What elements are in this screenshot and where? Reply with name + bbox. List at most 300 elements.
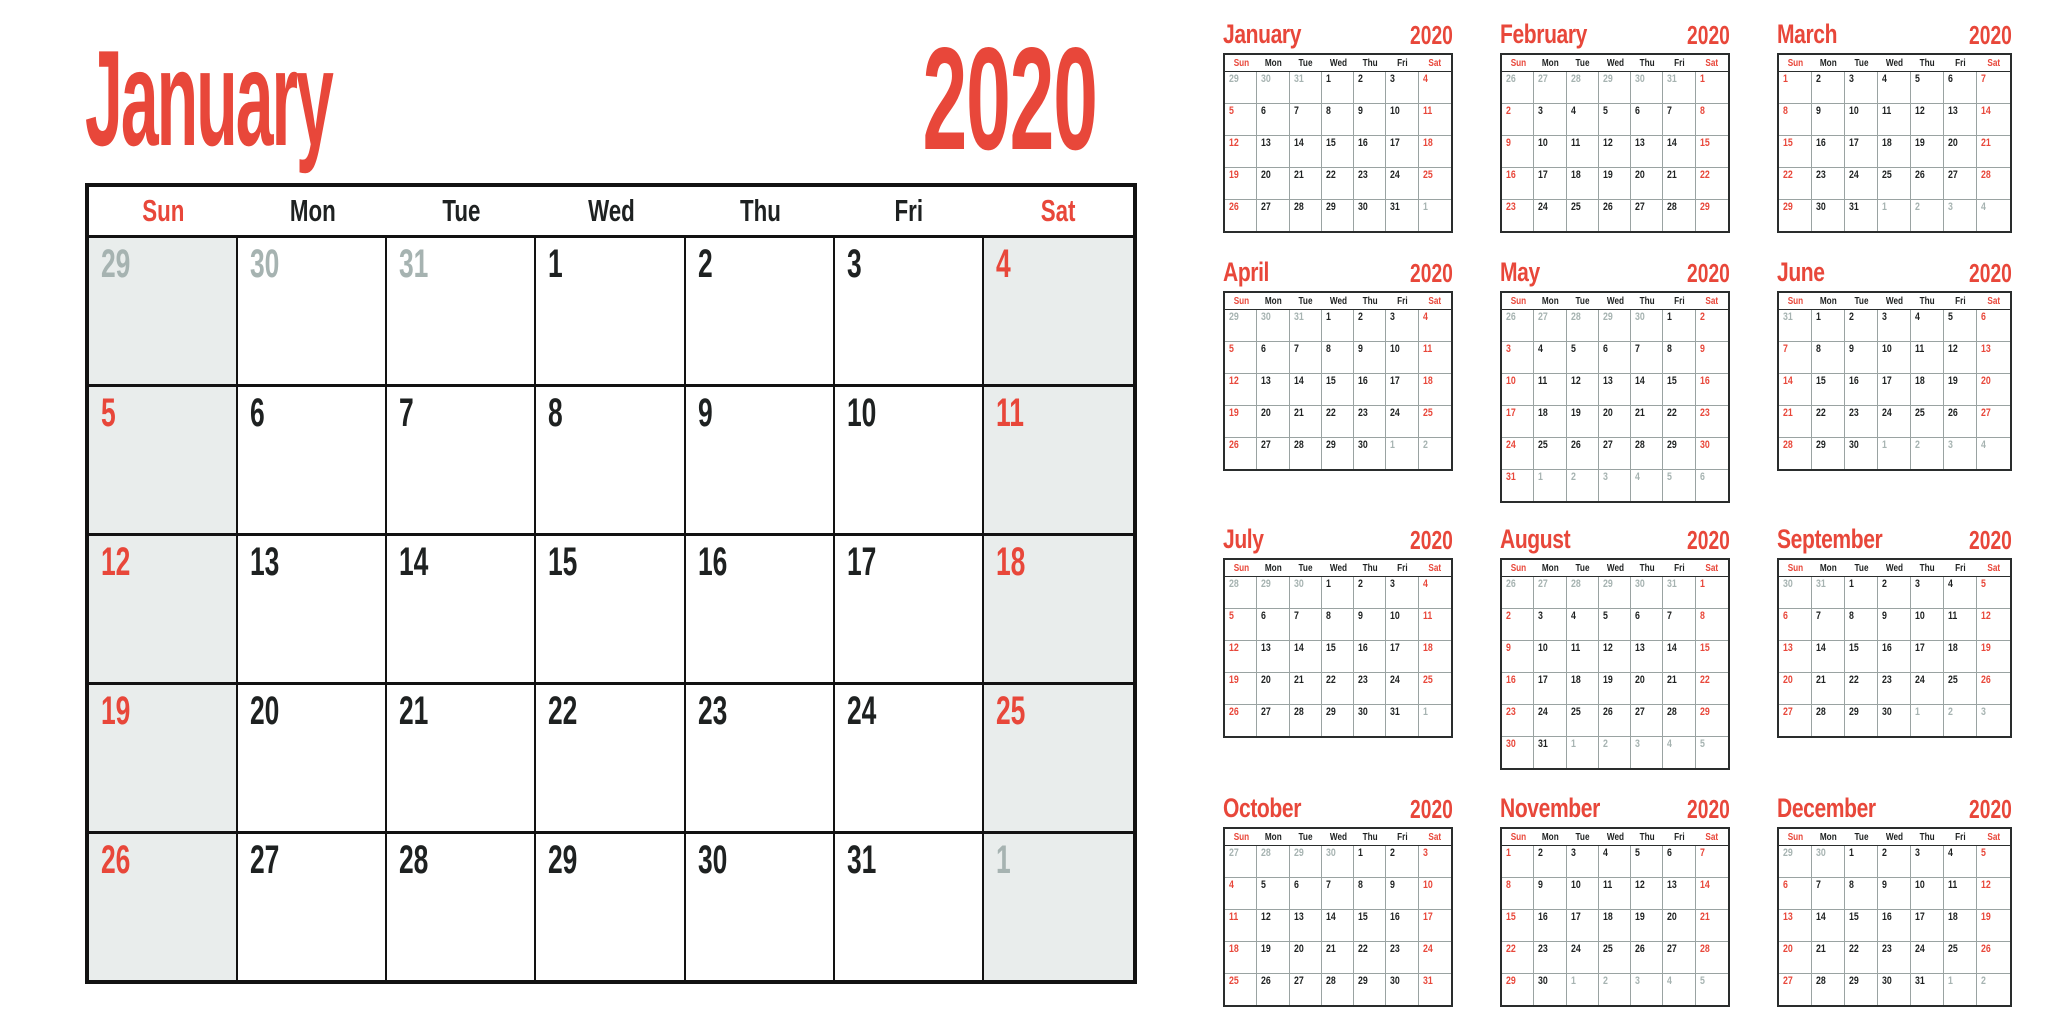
day-cell bbox=[1322, 705, 1354, 736]
day-header-sat bbox=[984, 187, 1133, 235]
day-header-sun bbox=[1779, 55, 1812, 71]
day-number: 18 bbox=[1422, 642, 1433, 654]
day-number: 1 bbox=[1882, 439, 1887, 451]
day-cell bbox=[1878, 942, 1911, 973]
day-cell bbox=[1534, 438, 1566, 469]
day-number: 16 bbox=[1358, 642, 1368, 654]
day-number: 6 bbox=[1783, 879, 1788, 891]
day-cell bbox=[1322, 942, 1354, 973]
day-cell bbox=[1354, 846, 1386, 877]
day-cell bbox=[1845, 104, 1878, 135]
week-row bbox=[1225, 608, 1451, 640]
day-cell bbox=[536, 834, 685, 980]
day-number: 5 bbox=[1699, 975, 1705, 987]
day-cell bbox=[1696, 342, 1728, 373]
day-cell bbox=[1502, 72, 1534, 103]
day-cell bbox=[1567, 470, 1599, 501]
day-header-sat bbox=[1696, 293, 1728, 309]
week-row bbox=[89, 685, 1133, 834]
day-number: 29 bbox=[1229, 73, 1239, 85]
day-header-sat bbox=[1977, 55, 2010, 71]
day-cell bbox=[1290, 705, 1322, 736]
day-cell bbox=[1386, 438, 1418, 469]
day-number: 15 bbox=[1783, 137, 1793, 149]
day-number: 1 bbox=[1422, 201, 1428, 213]
day-cell bbox=[1663, 200, 1695, 231]
day-number: 1 bbox=[1915, 706, 1920, 718]
day-number: 12 bbox=[1948, 343, 1958, 355]
day-cell bbox=[1845, 878, 1878, 909]
day-number: 16 bbox=[1816, 137, 1826, 149]
day-number: 14 bbox=[1783, 375, 1793, 387]
week-row bbox=[1225, 877, 1451, 909]
main-calendar-titlebar bbox=[85, 17, 1137, 183]
day-number: 2 bbox=[1699, 311, 1705, 323]
day-cell bbox=[1944, 609, 1977, 640]
day-header-tue bbox=[1290, 293, 1322, 309]
day-cell bbox=[1977, 200, 2010, 231]
day-header-row bbox=[1779, 55, 2010, 72]
day-number: 1 bbox=[1570, 738, 1576, 750]
day-cell bbox=[1322, 72, 1354, 103]
day-header-fri bbox=[1386, 55, 1418, 71]
day-cell bbox=[1502, 136, 1534, 167]
day-cell bbox=[1534, 104, 1566, 135]
day-number: 17 bbox=[1390, 137, 1401, 149]
day-number: 12 bbox=[101, 540, 131, 584]
day-number: 5 bbox=[1667, 471, 1673, 483]
day-number: 4 bbox=[1570, 105, 1576, 117]
day-cell bbox=[1567, 104, 1599, 135]
day-number: 2 bbox=[1422, 439, 1428, 451]
day-cell bbox=[1419, 168, 1451, 199]
day-cell bbox=[1631, 104, 1663, 135]
day-number: 10 bbox=[1422, 879, 1433, 891]
day-number: 11 bbox=[995, 391, 1024, 435]
day-cell bbox=[1812, 310, 1845, 341]
day-header-fri bbox=[1386, 829, 1418, 845]
day-number: 21 bbox=[1667, 169, 1678, 181]
day-number: 29 bbox=[1849, 706, 1859, 718]
day-header-sun bbox=[1779, 829, 1812, 845]
day-number: 27 bbox=[1261, 439, 1272, 451]
day-number: 11 bbox=[1948, 610, 1958, 622]
day-cell bbox=[1322, 374, 1354, 405]
day-number: 6 bbox=[1635, 610, 1641, 622]
mini-calendar-march bbox=[1777, 18, 2012, 233]
day-cell bbox=[1534, 641, 1566, 672]
day-header-wed bbox=[1599, 55, 1631, 71]
day-cell bbox=[1779, 846, 1812, 877]
day-cell bbox=[1977, 641, 2010, 672]
day-number: 22 bbox=[1699, 674, 1710, 686]
day-number: 2 bbox=[1915, 201, 1920, 213]
mini-calendar-table bbox=[1777, 291, 2012, 471]
day-header-label: Thu bbox=[739, 193, 781, 228]
day-cell bbox=[1290, 310, 1322, 341]
day-number: 14 bbox=[1293, 375, 1304, 387]
day-cell bbox=[1386, 974, 1418, 1005]
day-cell bbox=[1502, 200, 1534, 231]
day-cell bbox=[1502, 374, 1534, 405]
day-cell bbox=[1779, 136, 1812, 167]
day-number: 8 bbox=[1783, 105, 1788, 117]
day-cell bbox=[1878, 104, 1911, 135]
day-number: 24 bbox=[1390, 674, 1401, 686]
day-header-label: Fri bbox=[1397, 57, 1408, 69]
day-number: 30 bbox=[1293, 578, 1304, 590]
day-cell bbox=[1290, 342, 1322, 373]
day-cell bbox=[1419, 641, 1451, 672]
day-header-label: Sun bbox=[1510, 57, 1526, 69]
week-row bbox=[1779, 405, 2010, 437]
day-number: 9 bbox=[1849, 343, 1854, 355]
mini-titlebar bbox=[1500, 18, 1730, 48]
day-number: 23 bbox=[1358, 674, 1368, 686]
day-header-tue bbox=[1845, 55, 1878, 71]
day-number: 8 bbox=[1816, 343, 1821, 355]
day-number: 19 bbox=[1229, 674, 1239, 686]
day-header-label: Sun bbox=[1233, 831, 1249, 843]
mini-year-label: 2020 bbox=[1410, 20, 1453, 50]
day-cell bbox=[1386, 200, 1418, 231]
day-header-sun bbox=[1779, 560, 1812, 576]
day-number: 4 bbox=[1422, 578, 1428, 590]
day-cell bbox=[1354, 136, 1386, 167]
day-cell bbox=[1631, 878, 1663, 909]
day-cell bbox=[1812, 974, 1845, 1005]
week-row bbox=[1779, 199, 2010, 231]
day-number: 19 bbox=[1981, 642, 1991, 654]
day-cell bbox=[1878, 374, 1911, 405]
day-header-wed bbox=[1878, 55, 1911, 71]
day-header-label: Fri bbox=[1955, 831, 1966, 843]
day-cell bbox=[1878, 641, 1911, 672]
day-header-label: Sat bbox=[1428, 831, 1442, 843]
day-cell bbox=[1225, 200, 1257, 231]
day-header-label: Thu bbox=[1639, 831, 1655, 843]
day-cell bbox=[1696, 438, 1728, 469]
day-number: 21 bbox=[399, 689, 429, 733]
day-cell bbox=[1631, 168, 1663, 199]
day-number: 14 bbox=[1667, 642, 1678, 654]
day-header-label: Wed bbox=[1329, 831, 1347, 843]
day-number: 9 bbox=[1882, 879, 1887, 891]
day-cell bbox=[1225, 168, 1257, 199]
day-number: 10 bbox=[1390, 610, 1401, 622]
day-number: 17 bbox=[1570, 911, 1581, 923]
day-header-sat bbox=[1977, 560, 2010, 576]
day-cell bbox=[238, 536, 387, 682]
day-number: 13 bbox=[1261, 642, 1272, 654]
day-number: 11 bbox=[1882, 105, 1892, 117]
day-cell bbox=[1977, 846, 2010, 877]
day-number: 8 bbox=[1699, 610, 1705, 622]
day-cell bbox=[238, 238, 387, 384]
day-cell bbox=[1419, 942, 1451, 973]
day-number: 18 bbox=[1422, 375, 1433, 387]
day-cell bbox=[1386, 406, 1418, 437]
day-cell bbox=[1534, 737, 1566, 768]
day-number: 30 bbox=[1506, 738, 1516, 750]
day-cell bbox=[1257, 342, 1289, 373]
day-number: 18 bbox=[1570, 674, 1581, 686]
day-cell bbox=[1696, 737, 1728, 768]
day-cell bbox=[1631, 438, 1663, 469]
week-row bbox=[1779, 640, 2010, 672]
day-number: 28 bbox=[1229, 578, 1239, 590]
day-number: 13 bbox=[250, 540, 280, 584]
day-number: 7 bbox=[1667, 610, 1673, 622]
day-cell bbox=[1631, 705, 1663, 736]
week-row bbox=[1502, 704, 1728, 736]
day-cell bbox=[835, 685, 984, 831]
day-number: 12 bbox=[1981, 610, 1991, 622]
day-cell bbox=[1696, 374, 1728, 405]
day-number: 12 bbox=[1570, 375, 1581, 387]
day-header-tue bbox=[1845, 293, 1878, 309]
day-cell bbox=[835, 536, 984, 682]
day-header-sun bbox=[89, 187, 238, 235]
day-cell bbox=[1502, 910, 1534, 941]
day-cell bbox=[1663, 136, 1695, 167]
week-row bbox=[1502, 310, 1728, 341]
day-number: 25 bbox=[1570, 706, 1581, 718]
day-cell bbox=[1386, 72, 1418, 103]
day-number: 10 bbox=[1882, 343, 1892, 355]
day-cell bbox=[1567, 136, 1599, 167]
day-cell bbox=[1696, 974, 1728, 1005]
day-number: 1 bbox=[1506, 847, 1511, 859]
day-header-label: Thu bbox=[1362, 562, 1378, 574]
day-number: 24 bbox=[846, 689, 877, 733]
day-number: 28 bbox=[1816, 975, 1826, 987]
day-number: 20 bbox=[1261, 407, 1272, 419]
day-number: 1 bbox=[1325, 311, 1331, 323]
day-number: 27 bbox=[1261, 706, 1272, 718]
day-cell bbox=[1812, 136, 1845, 167]
day-header-row bbox=[89, 187, 1133, 238]
day-cell bbox=[1322, 577, 1354, 608]
day-cell bbox=[1812, 846, 1845, 877]
day-header-label: Fri bbox=[1397, 562, 1408, 574]
day-header-wed bbox=[1322, 55, 1354, 71]
day-cell bbox=[1354, 910, 1386, 941]
day-cell bbox=[1696, 641, 1728, 672]
day-number: 15 bbox=[548, 540, 578, 584]
day-header-sat bbox=[1696, 55, 1728, 71]
day-header-mon bbox=[1812, 55, 1845, 71]
day-header-mon bbox=[238, 187, 387, 235]
day-header-label: Sat bbox=[1705, 562, 1719, 574]
week-row bbox=[1225, 373, 1451, 405]
day-number: 9 bbox=[1506, 137, 1511, 149]
day-header-fri bbox=[1944, 55, 1977, 71]
day-number: 28 bbox=[1570, 311, 1581, 323]
day-cell bbox=[1977, 910, 2010, 941]
day-header-tue bbox=[1290, 560, 1322, 576]
day-number: 29 bbox=[1816, 439, 1826, 451]
mini-year-label: 2020 bbox=[1410, 794, 1453, 824]
day-number: 30 bbox=[1849, 439, 1859, 451]
day-number: 27 bbox=[1783, 975, 1793, 987]
day-header-label: Sun bbox=[1510, 831, 1526, 843]
day-cell bbox=[1354, 705, 1386, 736]
mini-month-title: June bbox=[1777, 257, 1825, 287]
day-number: 5 bbox=[1981, 578, 1986, 590]
day-cell bbox=[1911, 104, 1944, 135]
day-cell bbox=[1845, 673, 1878, 704]
week-row bbox=[1779, 877, 2010, 909]
day-cell bbox=[1696, 577, 1728, 608]
mini-calendar-table bbox=[1223, 291, 1453, 471]
day-number: 20 bbox=[250, 689, 280, 733]
day-cell bbox=[1845, 942, 1878, 973]
day-cell bbox=[1812, 705, 1845, 736]
day-cell bbox=[1322, 406, 1354, 437]
day-number: 12 bbox=[1981, 879, 1991, 891]
mini-month-title: January bbox=[1223, 19, 1302, 49]
day-cell bbox=[1878, 705, 1911, 736]
day-header-label: Mon bbox=[1541, 831, 1559, 843]
day-number: 30 bbox=[1358, 201, 1368, 213]
day-header-label: Sat bbox=[1428, 295, 1442, 307]
day-number: 16 bbox=[1358, 375, 1368, 387]
day-number: 22 bbox=[1816, 407, 1826, 419]
day-number: 19 bbox=[1261, 943, 1272, 955]
day-number: 6 bbox=[1667, 847, 1673, 859]
day-number: 10 bbox=[1570, 879, 1581, 891]
mini-calendar-january bbox=[1223, 18, 1453, 233]
day-number: 4 bbox=[1981, 201, 1986, 213]
day-cell bbox=[1878, 609, 1911, 640]
day-cell bbox=[1225, 136, 1257, 167]
day-cell bbox=[1977, 104, 2010, 135]
day-cell bbox=[1663, 974, 1695, 1005]
day-number: 30 bbox=[1261, 311, 1272, 323]
week-row bbox=[1502, 909, 1728, 941]
day-cell bbox=[1502, 310, 1534, 341]
main-year-label: 2020 bbox=[922, 17, 1097, 180]
day-number: 9 bbox=[1358, 610, 1364, 622]
day-number: 2 bbox=[1882, 578, 1887, 590]
day-cell bbox=[1419, 673, 1451, 704]
day-header-mon bbox=[1257, 829, 1289, 845]
week-row bbox=[1225, 72, 1451, 103]
day-number: 6 bbox=[1699, 471, 1705, 483]
day-header-label: Sun bbox=[1787, 562, 1804, 574]
day-number: 1 bbox=[1849, 847, 1854, 859]
day-cell bbox=[1631, 577, 1663, 608]
day-number: 24 bbox=[1915, 674, 1925, 686]
mini-titlebar bbox=[1500, 523, 1730, 553]
day-number: 13 bbox=[1635, 137, 1645, 149]
day-cell bbox=[1419, 104, 1451, 135]
day-number: 25 bbox=[1602, 943, 1613, 955]
day-cell bbox=[1631, 374, 1663, 405]
day-header-mon bbox=[1257, 560, 1289, 576]
day-cell bbox=[1663, 609, 1695, 640]
day-number: 25 bbox=[1948, 674, 1958, 686]
day-cell bbox=[1257, 577, 1289, 608]
day-header-row bbox=[1225, 829, 1451, 846]
day-number: 18 bbox=[1882, 137, 1892, 149]
day-number: 27 bbox=[1635, 706, 1645, 718]
day-cell bbox=[1977, 168, 2010, 199]
day-cell bbox=[1290, 438, 1322, 469]
day-cell bbox=[1567, 577, 1599, 608]
day-number: 24 bbox=[1538, 706, 1549, 718]
day-number: 5 bbox=[101, 391, 116, 435]
day-number: 2 bbox=[1506, 105, 1511, 117]
day-number: 11 bbox=[1915, 343, 1925, 355]
day-cell bbox=[1322, 673, 1354, 704]
day-cell bbox=[835, 238, 984, 384]
day-cell bbox=[1812, 609, 1845, 640]
day-header-label: Mon bbox=[1820, 831, 1837, 843]
day-number: 4 bbox=[1667, 975, 1673, 987]
day-number: 14 bbox=[1699, 879, 1710, 891]
day-number: 14 bbox=[1667, 137, 1678, 149]
day-number: 13 bbox=[1667, 879, 1678, 891]
day-cell bbox=[536, 238, 685, 384]
day-cell bbox=[1944, 910, 1977, 941]
day-cell bbox=[1878, 136, 1911, 167]
day-cell bbox=[1257, 974, 1289, 1005]
day-number: 17 bbox=[1915, 911, 1925, 923]
day-number: 26 bbox=[1506, 73, 1516, 85]
day-number: 12 bbox=[1261, 911, 1272, 923]
day-number: 5 bbox=[1229, 105, 1234, 117]
day-header-thu bbox=[686, 187, 835, 235]
day-number: 23 bbox=[1390, 943, 1401, 955]
day-cell bbox=[1599, 878, 1631, 909]
day-cell bbox=[1845, 200, 1878, 231]
day-cell bbox=[89, 834, 238, 980]
day-header-label: Mon bbox=[1820, 295, 1837, 307]
day-header-label: Sun bbox=[1787, 295, 1804, 307]
day-number: 11 bbox=[1570, 642, 1580, 654]
week-row bbox=[1779, 167, 2010, 199]
day-cell bbox=[1534, 673, 1566, 704]
day-number: 28 bbox=[1635, 439, 1645, 451]
day-number: 1 bbox=[1849, 578, 1854, 590]
day-cell bbox=[1419, 136, 1451, 167]
day-cell bbox=[1322, 200, 1354, 231]
day-number: 26 bbox=[101, 838, 131, 882]
day-cell bbox=[1290, 846, 1322, 877]
day-cell bbox=[1631, 342, 1663, 373]
day-cell bbox=[1812, 641, 1845, 672]
day-number: 24 bbox=[1422, 943, 1433, 955]
day-header-label: Wed bbox=[1606, 831, 1624, 843]
day-header-label: Sun bbox=[1787, 831, 1804, 843]
day-number: 23 bbox=[1882, 674, 1892, 686]
day-cell bbox=[1845, 374, 1878, 405]
week-row bbox=[1779, 135, 2010, 167]
day-cell bbox=[1663, 374, 1695, 405]
day-cell bbox=[1812, 673, 1845, 704]
day-header-label: Tue bbox=[1298, 831, 1313, 843]
day-number: 22 bbox=[1325, 169, 1336, 181]
day-cell bbox=[1386, 136, 1418, 167]
day-header-sat bbox=[1977, 293, 2010, 309]
day-cell bbox=[1354, 609, 1386, 640]
day-number: 18 bbox=[1538, 407, 1549, 419]
mini-calendar-table bbox=[1223, 558, 1453, 738]
day-number: 3 bbox=[1849, 73, 1854, 85]
day-header-label: Tue bbox=[1854, 295, 1869, 307]
